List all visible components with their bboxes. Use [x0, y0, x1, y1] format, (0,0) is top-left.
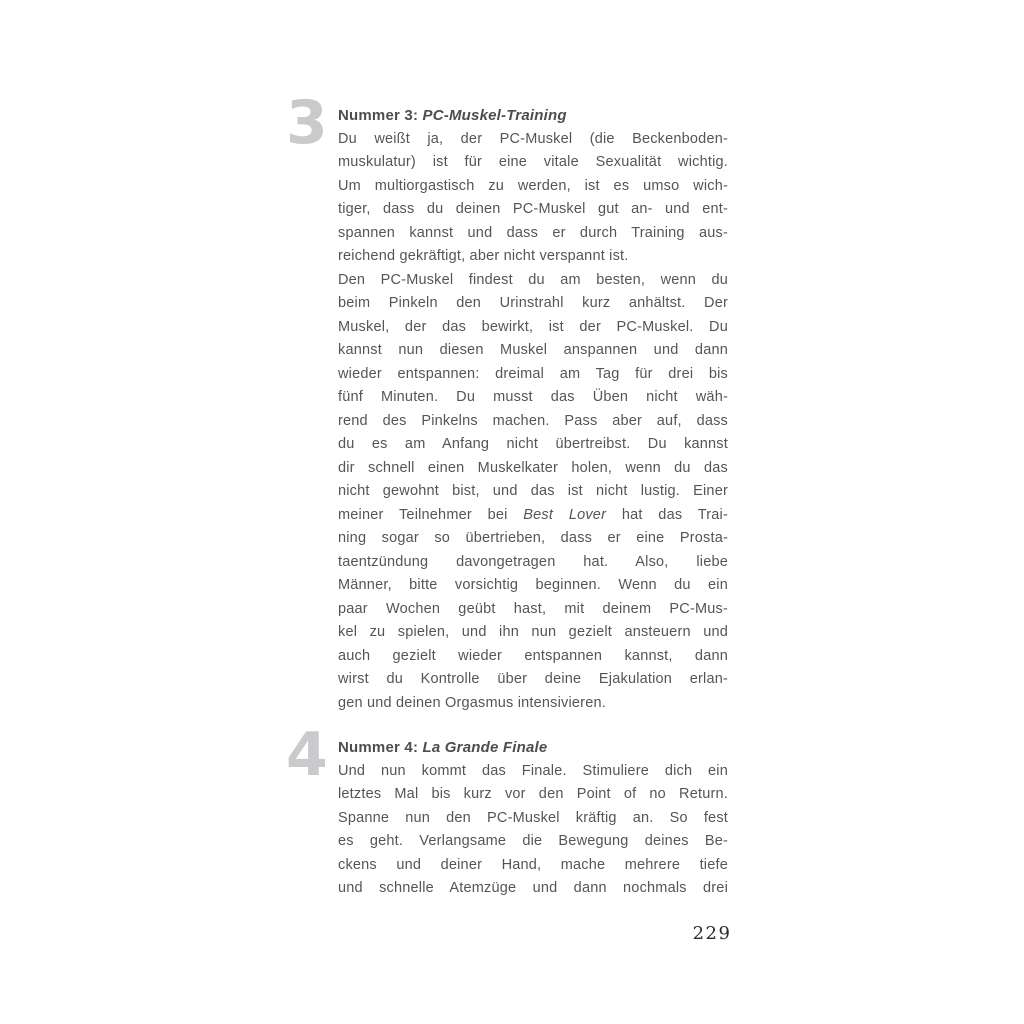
- text-line: [338, 245, 728, 269]
- text-segment: dir schnell einen Muskelkater holen, wenn du das: [338, 459, 728, 476]
- text-line: [338, 807, 728, 831]
- text-line: [338, 877, 728, 901]
- text-line: [338, 621, 728, 645]
- text-segment: letztes Mal bis kurz vor den Point of no Return.: [338, 786, 728, 802]
- text-line: [338, 783, 728, 807]
- text-segment: hat das Trai-: [606, 506, 728, 523]
- text-segment: Best Lover: [523, 506, 607, 523]
- text-segment: beim Pinkeln den Urinstrahl kurz anhältst. Der: [338, 295, 728, 311]
- text-segment: Muskel, der das bewirkt, ist der PC-Muskel. Du: [338, 318, 728, 335]
- section-body: [338, 128, 728, 716]
- text-segment: kannst nun diesen Muskel anspannen und dann: [338, 342, 728, 358]
- text-segment: Spanne nun den PC-Muskel kräftig an. So fest: [338, 809, 728, 826]
- text-line: [338, 504, 728, 528]
- section-numeral: 4: [286, 720, 328, 790]
- text-segment: spannen kannst und dass er durch Training aus-: [338, 224, 728, 241]
- text-line: [338, 151, 728, 175]
- text-line: [338, 339, 728, 363]
- text-segment: kel zu spielen, und ihn nun gezielt ansteuern und: [338, 624, 728, 640]
- text-segment: Den PC-Muskel findest du am besten, wenn du: [338, 271, 728, 288]
- text-line: [338, 292, 728, 316]
- text-segment: Nummer 4:: [338, 739, 423, 756]
- text-line: [338, 316, 728, 340]
- text-segment: nicht gewohnt bist, und das ist nicht lustig. Einer: [338, 483, 728, 499]
- text-segment: Und nun kommt das Finale. Stimuliere dich ein: [338, 762, 728, 779]
- text-segment: es geht. Verlangsame die Bewegung deines Be-: [338, 833, 728, 849]
- text-segment: reichend gekräftigt, aber nicht verspannt ist.: [338, 248, 629, 264]
- text-line: [338, 854, 728, 878]
- text-segment: auch gezielt wieder entspannen kannst, dann: [338, 647, 728, 664]
- text-line: [338, 598, 728, 622]
- text-segment: du es am Anfang nicht übertreibst. Du kannst: [338, 436, 728, 452]
- section-numeral: 3: [286, 88, 328, 158]
- text-segment: La Grande Finale: [422, 739, 548, 756]
- text-line: [338, 433, 728, 457]
- text-line: [338, 457, 728, 481]
- text-segment: Um multiorgastisch zu werden, ist es umso wich-: [338, 177, 728, 194]
- text-line: [338, 363, 728, 387]
- text-segment: rend des Pinkelns machen. Pass aber auf, dass: [338, 412, 728, 429]
- text-segment: Nummer 3:: [338, 107, 423, 124]
- text-segment: Männer, bitte vorsichtig beginnen. Wenn du ein: [338, 577, 728, 593]
- text-segment: meiner Teilnehmer bei: [338, 506, 524, 523]
- text-line: [338, 222, 728, 246]
- text-line: [338, 410, 728, 434]
- section-heading: [338, 736, 728, 760]
- text-segment: wirst du Kontrolle über deine Ejakulation erlan-: [338, 671, 728, 687]
- text-segment: taentzündung davongetragen hat. Also, liebe: [338, 553, 728, 570]
- page-number: 229: [692, 923, 732, 944]
- text-line: [338, 175, 728, 199]
- text-line: [338, 386, 728, 410]
- text-line: [338, 645, 728, 669]
- section: [286, 720, 728, 901]
- text-segment: Du weißt ja, der PC-Muskel (die Beckenboden-: [338, 130, 728, 147]
- text-line: [338, 574, 728, 598]
- text-segment: muskulatur) ist für eine vitale Sexualität wichtig.: [338, 154, 728, 170]
- text-line: [338, 830, 728, 854]
- text-segment: tiger, dass du deinen PC-Muskel gut an- und ent-: [338, 201, 728, 217]
- text-segment: PC-Muskel-Training: [422, 107, 567, 124]
- text-line: [338, 128, 728, 152]
- section-heading: [338, 104, 728, 128]
- text-column: [286, 88, 728, 901]
- section: [286, 88, 728, 715]
- text-line: [338, 551, 728, 575]
- text-line: [338, 668, 728, 692]
- text-segment: ckens und deiner Hand, mache mehrere tiefe: [338, 856, 728, 873]
- text-segment: und schnelle Atemzüge und dann nochmals drei: [338, 880, 728, 896]
- text-line: [338, 527, 728, 551]
- text-segment: paar Wochen geübt hast, mit deinem PC-Mus-: [338, 600, 728, 617]
- text-line: [338, 692, 728, 716]
- text-segment: gen und deinen Orgasmus intensivieren.: [338, 694, 606, 711]
- text-line: [338, 269, 728, 293]
- text-segment: ning sogar so übertrieben, dass er eine Prosta-: [338, 530, 728, 546]
- text-line: [338, 760, 728, 784]
- text-line: [338, 198, 728, 222]
- text-line: [338, 480, 728, 504]
- text-segment: fünf Minuten. Du musst das Üben nicht wäh-: [338, 389, 728, 405]
- text-segment: wieder entspannen: dreimal am Tag für drei bis: [338, 365, 728, 382]
- section-body: [338, 760, 728, 901]
